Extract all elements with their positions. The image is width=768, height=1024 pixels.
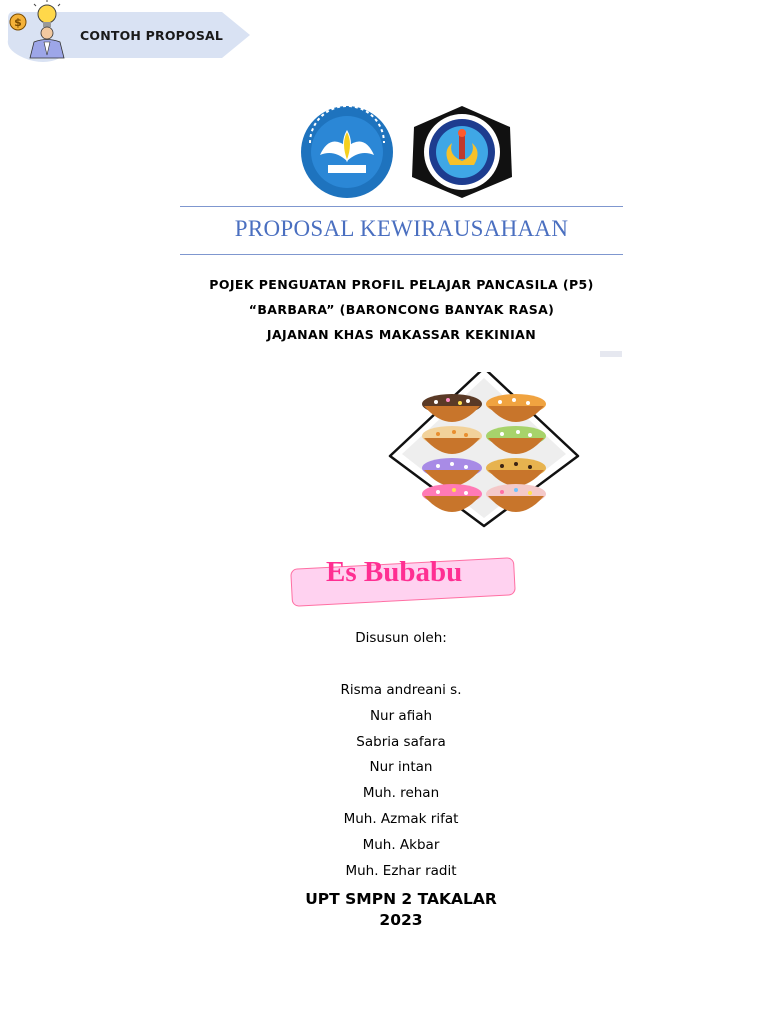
smp-negeri-takalar-logo bbox=[412, 106, 512, 198]
svg-text:$: $ bbox=[14, 16, 22, 29]
authors-intro: Disusun oleh: bbox=[355, 630, 447, 646]
author-name: Muh. Ezhar radit bbox=[345, 863, 457, 879]
bowls-tray-graphic bbox=[386, 372, 582, 536]
subtitle-product: “BARBARA” (BARONCONG BANYAK RASA) bbox=[248, 302, 555, 317]
school-name: UPT SMPN 2 TAKALAR bbox=[305, 890, 497, 908]
author-name: Nur intan bbox=[369, 759, 433, 775]
author-name: Muh. Akbar bbox=[362, 837, 440, 853]
logos bbox=[290, 103, 520, 199]
food-illustration bbox=[386, 372, 582, 536]
author-name: Sabria safara bbox=[356, 734, 446, 750]
product-name: Es Bubabu bbox=[326, 556, 463, 588]
logo-pair bbox=[290, 103, 520, 199]
author-name: Risma andreani s. bbox=[340, 682, 462, 698]
subtitle-description: JAJANAN KHAS MAKASSAR KEKINIAN bbox=[266, 327, 537, 342]
decorative-bar bbox=[600, 351, 622, 357]
title-bottom-rule bbox=[180, 254, 623, 255]
author-name: Nur afiah bbox=[369, 708, 433, 724]
tut-wuri-handayani-logo bbox=[301, 106, 393, 198]
author-name: Muh. Azmak rifat bbox=[343, 811, 459, 827]
author-name: Muh. rehan bbox=[362, 785, 440, 801]
banner-label: CONTOH PROPOSAL bbox=[80, 28, 224, 43]
contoh-proposal-banner bbox=[0, 0, 260, 70]
subtitle-project: POJEK PENGUATAN PROFIL PELAJAR PANCASILA (P5) bbox=[209, 277, 594, 292]
title-top-rule bbox=[180, 206, 623, 207]
year: 2023 bbox=[379, 911, 423, 929]
page-title: PROPOSAL KEWIRAUSAHAAN bbox=[234, 216, 569, 241]
